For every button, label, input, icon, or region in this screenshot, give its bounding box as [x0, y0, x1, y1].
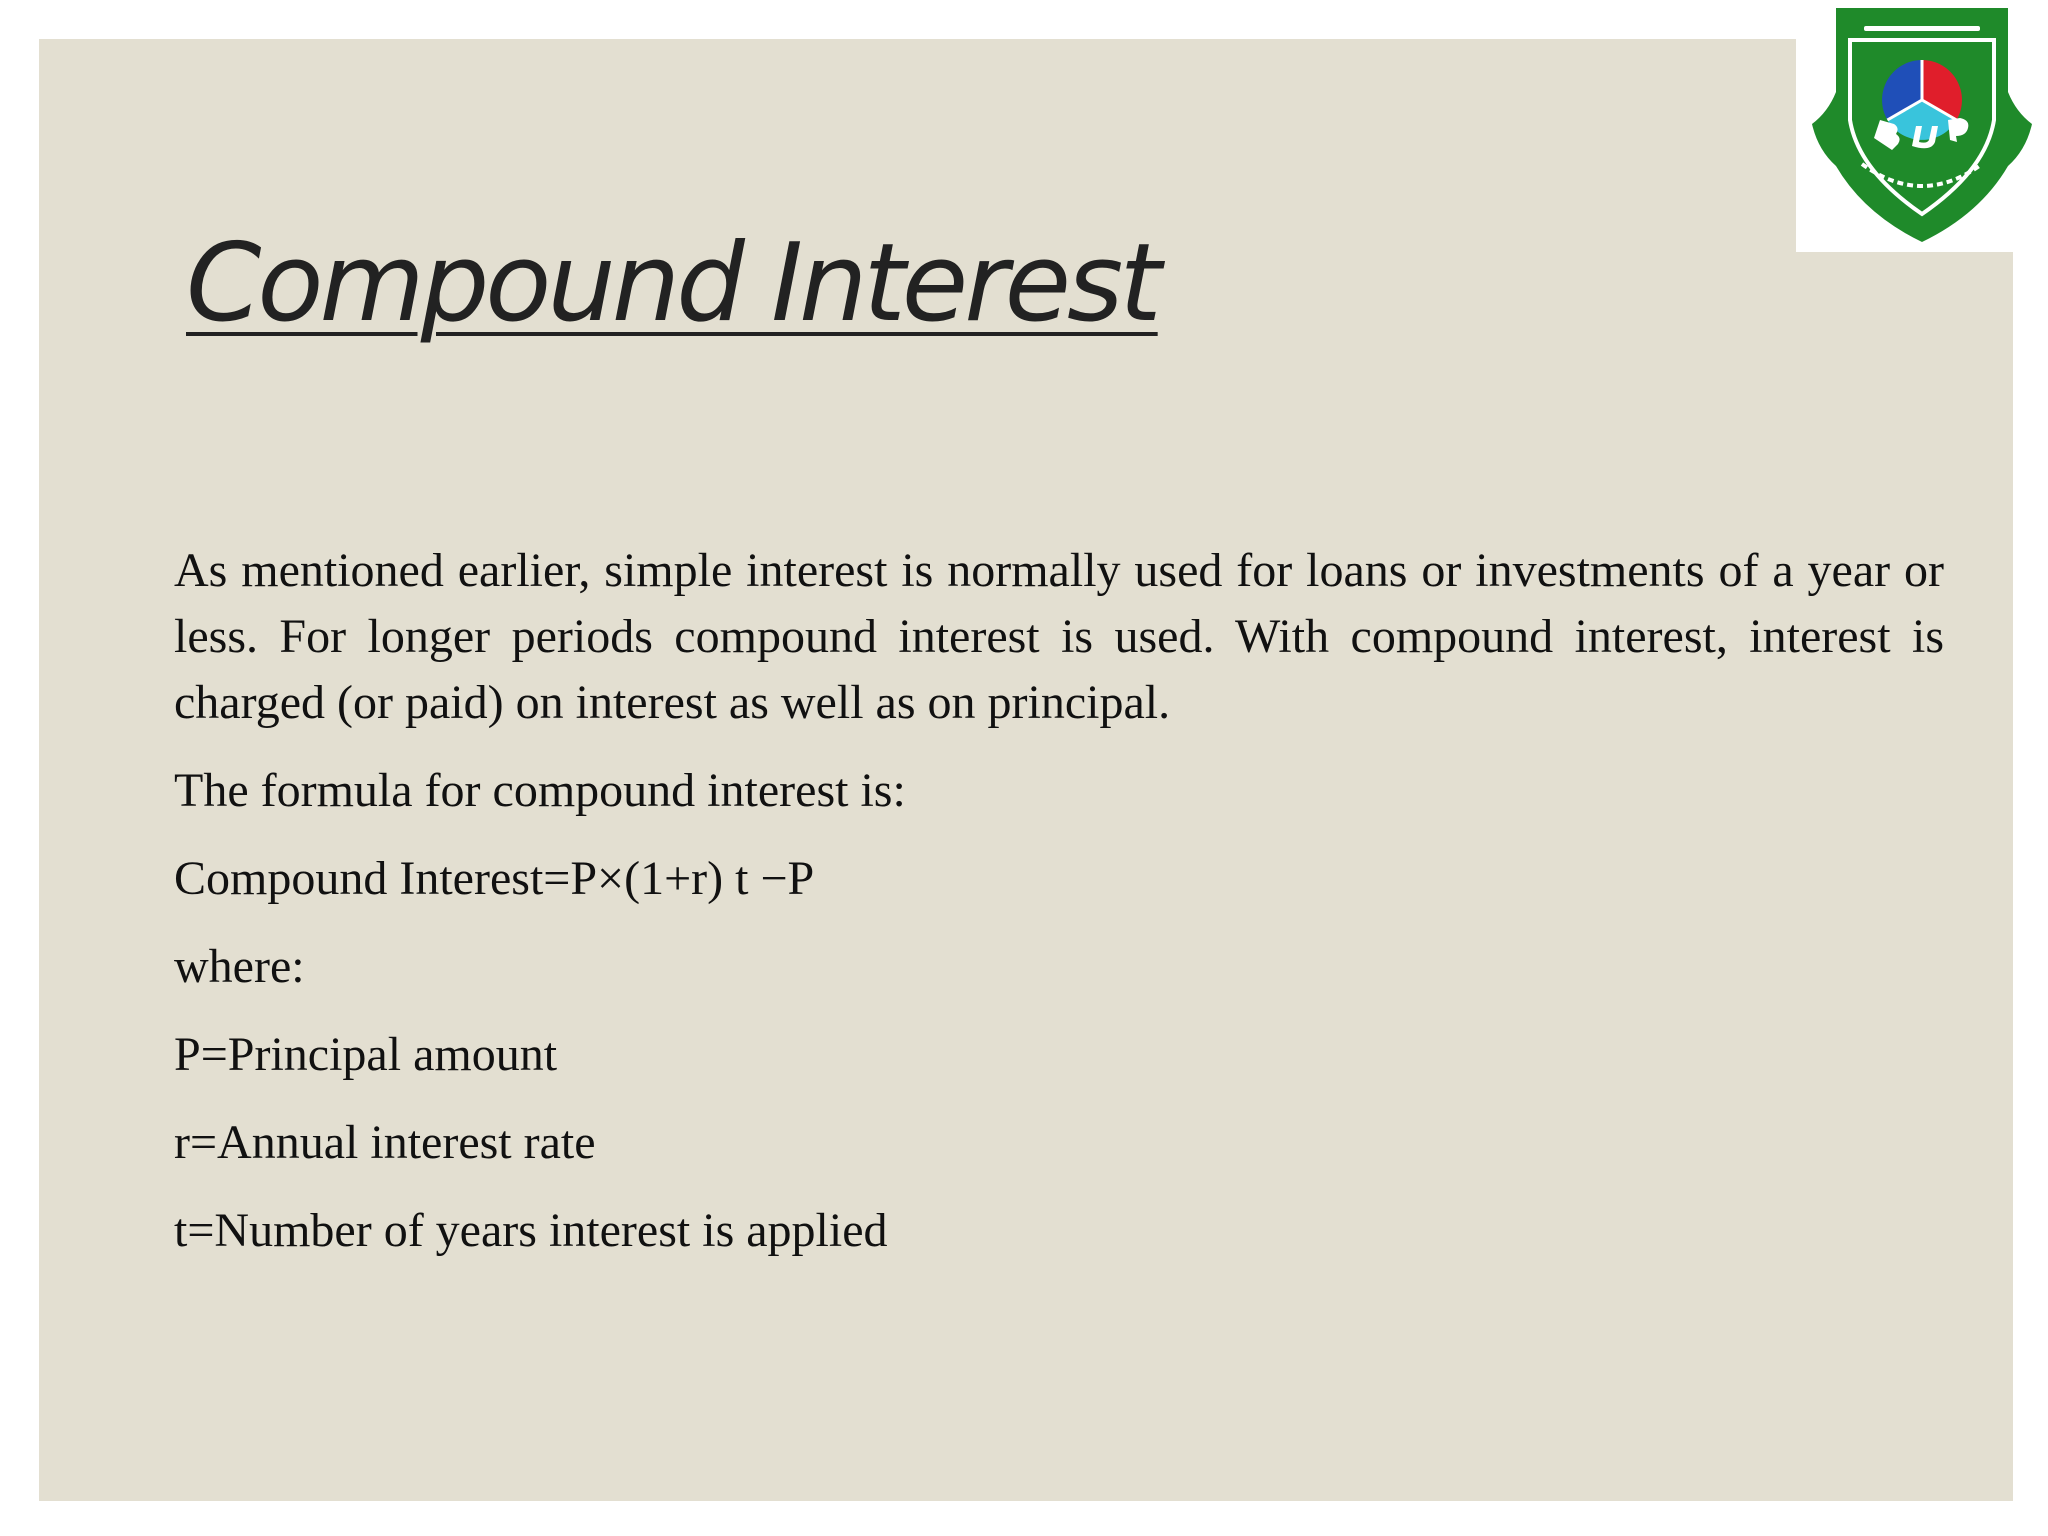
- definition-principal: P=Principal amount: [174, 1028, 558, 1081]
- definition-time: t=Number of years interest is applied: [174, 1204, 888, 1257]
- slide-body: [174, 538, 1944, 1264]
- definition-rate: r=Annual interest rate: [174, 1116, 596, 1169]
- bup-crest-logo: [1804, 0, 2040, 246]
- formula-text: Compound Interest=P×(1+r) t −P: [174, 852, 815, 905]
- where-text: where:: [174, 940, 305, 993]
- intro-paragraph: As mentioned earlier, simple interest is normally used for loans or investments of a year or less. For longer periods compound interest is used. With compound interest, interest is charged (or paid) on interest as well as on principal.: [174, 544, 1944, 729]
- logo-area: [1796, 0, 2048, 252]
- formula-intro-text: The formula for compound interest is:: [174, 764, 906, 817]
- slide-title: Compound Interest: [186, 221, 1158, 346]
